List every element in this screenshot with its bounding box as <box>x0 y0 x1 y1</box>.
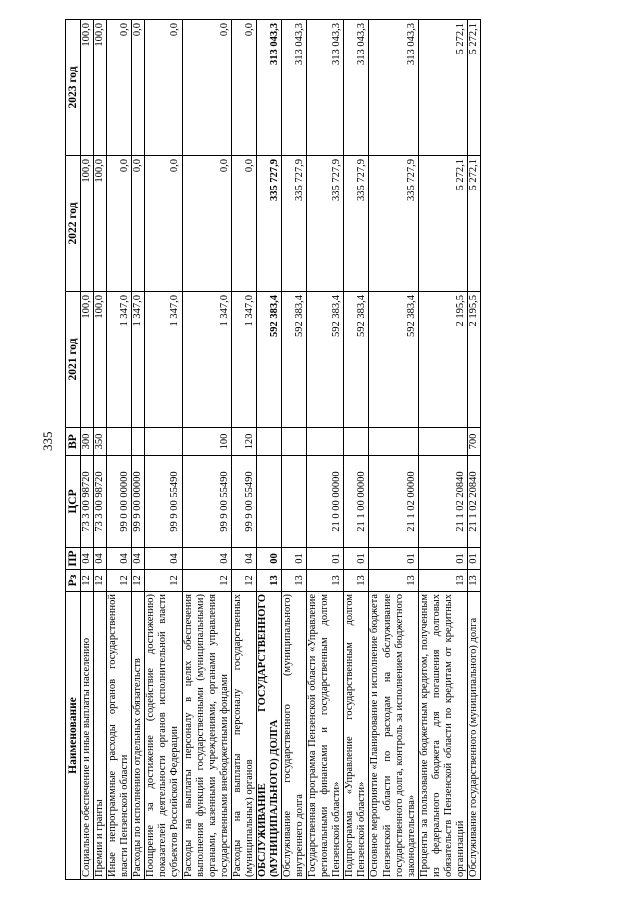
cell-vr <box>256 428 281 456</box>
cell-pr: 01 <box>282 548 307 570</box>
cell-y2023: 313 043,3 <box>344 20 369 156</box>
cell-rz: 13 <box>256 570 281 592</box>
cell-y2022: 0,0 <box>231 156 256 292</box>
table-row <box>107 20 132 880</box>
cell-pr: 01 <box>467 548 480 570</box>
cell-pr: 04 <box>145 548 182 570</box>
cell-y2023: 0,0 <box>107 20 132 156</box>
cell-y2023: 0,0 <box>132 20 145 156</box>
cell-y2021: 1 347,0 <box>107 292 132 428</box>
cell-pr: 04 <box>132 548 145 570</box>
table-row <box>94 20 107 880</box>
cell-pr: 01 <box>418 548 467 570</box>
cell-rz: 12 <box>94 570 107 592</box>
cell-y2023: 313 043,3 <box>256 20 281 156</box>
cell-pr: 00 <box>256 548 281 570</box>
cell-csr: 21 1 02 20840 <box>467 456 480 548</box>
cell-rz: 13 <box>307 570 344 592</box>
cell-name: Подпрограмма «Управление государственным долгом Пензенской области» <box>344 592 369 880</box>
cell-rz: 12 <box>132 570 145 592</box>
cell-y2022: 5 272,1 <box>418 156 467 292</box>
cell-name: Премии и гранты <box>94 592 107 880</box>
cell-pr: 04 <box>182 548 231 570</box>
cell-name: Обслуживание государственного (муниципального) внутреннего долга <box>282 592 307 880</box>
cell-rz: 13 <box>369 570 418 592</box>
cell-y2022: 0,0 <box>107 156 132 292</box>
cell-vr: 300 <box>81 428 94 456</box>
cell-y2021: 1 347,0 <box>132 292 145 428</box>
cell-name: Расходы по исполнению отдельных обязательств <box>132 592 145 880</box>
cell-vr <box>282 428 307 456</box>
table-row <box>307 20 344 880</box>
cell-y2021: 1 347,0 <box>231 292 256 428</box>
cell-name: Основное мероприятие «Планирование и исполнение бюджета Пензенской области по расходам на обслуживание государственного долга, контроль за исполнением бюджетного законодательства» <box>369 592 418 880</box>
cell-y2022: 335 727,9 <box>307 156 344 292</box>
cell-y2023: 313 043,3 <box>282 20 307 156</box>
cell-y2022: 335 727,9 <box>256 156 281 292</box>
cell-csr: 99 9 00 55490 <box>182 456 231 548</box>
cell-rz: 12 <box>81 570 94 592</box>
cell-rz: 12 <box>107 570 132 592</box>
cell-y2023: 100,0 <box>81 20 94 156</box>
cell-name: Государственная программа Пензенской области «Управление региональными финансами и государственным долгом Пензенской области» <box>307 592 344 880</box>
cell-y2021: 592 383,4 <box>282 292 307 428</box>
cell-y2021: 592 383,4 <box>344 292 369 428</box>
cell-vr: 120 <box>231 428 256 456</box>
cell-rz: 13 <box>418 570 467 592</box>
table-row <box>369 20 418 880</box>
table-row <box>145 20 182 880</box>
cell-rz: 12 <box>231 570 256 592</box>
cell-y2022: 335 727,9 <box>369 156 418 292</box>
cell-y2023: 313 043,3 <box>369 20 418 156</box>
cell-pr: 04 <box>81 548 94 570</box>
cell-vr <box>344 428 369 456</box>
table-row <box>344 20 369 880</box>
cell-pr: 01 <box>369 548 418 570</box>
cell-pr: 01 <box>307 548 344 570</box>
cell-vr <box>107 428 132 456</box>
header-name: Наименование <box>66 592 81 880</box>
cell-y2021: 592 383,4 <box>369 292 418 428</box>
cell-vr <box>418 428 467 456</box>
budget-table <box>65 19 481 880</box>
cell-y2023: 5 272,1 <box>467 20 480 156</box>
cell-y2021: 100,0 <box>81 292 94 428</box>
cell-csr: 99 9 00 55490 <box>231 456 256 548</box>
table-row <box>231 20 256 880</box>
table-row <box>418 20 467 880</box>
cell-y2023: 0,0 <box>182 20 231 156</box>
cell-y2021: 2 195,5 <box>467 292 480 428</box>
cell-y2021: 1 347,0 <box>145 292 182 428</box>
cell-name: Обслуживание государственного (муниципального) долга <box>467 592 480 880</box>
cell-vr: 350 <box>94 428 107 456</box>
cell-pr: 01 <box>344 548 369 570</box>
cell-y2022: 335 727,9 <box>282 156 307 292</box>
table-row <box>282 20 307 880</box>
cell-y2023: 0,0 <box>145 20 182 156</box>
table-row <box>132 20 145 880</box>
cell-pr: 04 <box>107 548 132 570</box>
cell-name: Расходы на выплаты персоналу в целях обеспечения выполнения функций государственными (муниципальными) органами, казенными учреждениями, органами управления государственными внебюджетными фондами <box>182 592 231 880</box>
header-2021: 2021 год <box>66 292 81 428</box>
cell-y2021: 2 195,5 <box>418 292 467 428</box>
cell-csr: 99 9 00 55490 <box>145 456 182 548</box>
cell-y2022: 0,0 <box>132 156 145 292</box>
cell-y2021: 592 383,4 <box>256 292 281 428</box>
cell-y2023: 100,0 <box>94 20 107 156</box>
cell-csr: 73 3 00 98720 <box>94 456 107 548</box>
cell-name: Расходы на выплаты персоналу государственных (муниципальных) органов <box>231 592 256 880</box>
cell-y2023: 5 272,1 <box>418 20 467 156</box>
table-body <box>81 20 481 880</box>
cell-y2022: 100,0 <box>94 156 107 292</box>
cell-rz: 13 <box>282 570 307 592</box>
cell-name: Проценты за пользование бюджетным кредитом, полученным из федерального бюджета для погашения долговых обязательств Пензенской области по кредитам от кредитных организаций <box>418 592 467 880</box>
cell-y2022: 100,0 <box>81 156 94 292</box>
cell-csr: 21 1 02 20840 <box>418 456 467 548</box>
header-2022: 2022 год <box>66 156 81 292</box>
cell-y2022: 0,0 <box>182 156 231 292</box>
cell-csr: 73 3 00 98720 <box>81 456 94 548</box>
cell-y2022: 0,0 <box>145 156 182 292</box>
cell-y2023: 313 043,3 <box>307 20 344 156</box>
cell-y2021: 1 347,0 <box>182 292 231 428</box>
cell-vr <box>369 428 418 456</box>
cell-rz: 12 <box>182 570 231 592</box>
cell-pr: 04 <box>94 548 107 570</box>
cell-name: ОБСЛУЖИВАНИЕ ГОСУДАРСТВЕННОГО (МУНИЦИПАЛЬНОГО) ДОЛГА <box>256 592 281 880</box>
cell-name: Поощрение за достижение (содействие достижению) показателей деятельности органов исполнительной власти субъектов Российской Федерации <box>145 592 182 880</box>
cell-vr: 700 <box>467 428 480 456</box>
rotated-page <box>65 20 605 880</box>
cell-csr <box>282 456 307 548</box>
cell-csr <box>256 456 281 548</box>
cell-y2023: 0,0 <box>231 20 256 156</box>
table-row <box>256 20 281 880</box>
cell-csr: 21 0 00 00000 <box>307 456 344 548</box>
page-number: 335 <box>40 431 55 451</box>
cell-name: Социальное обеспечение и иные выплаты населению <box>81 592 94 880</box>
cell-rz: 13 <box>344 570 369 592</box>
cell-vr <box>307 428 344 456</box>
header-pr: ПР <box>66 548 81 570</box>
cell-pr: 04 <box>231 548 256 570</box>
table-row <box>182 20 231 880</box>
cell-csr: 21 1 00 00000 <box>344 456 369 548</box>
cell-rz: 13 <box>467 570 480 592</box>
cell-y2021: 100,0 <box>94 292 107 428</box>
cell-vr: 100 <box>182 428 231 456</box>
cell-y2022: 5 272,1 <box>467 156 480 292</box>
cell-name: Иные непрограммные расходы органов государственной власти Пензенской области <box>107 592 132 880</box>
header-row <box>66 20 81 880</box>
cell-y2021: 592 383,4 <box>307 292 344 428</box>
header-vr: ВР <box>66 428 81 456</box>
cell-vr <box>132 428 145 456</box>
table-row <box>81 20 94 880</box>
cell-rz: 12 <box>145 570 182 592</box>
cell-y2022: 335 727,9 <box>344 156 369 292</box>
header-csr: ЦСР <box>66 456 81 548</box>
cell-csr: 99 0 00 00000 <box>107 456 132 548</box>
cell-vr <box>145 428 182 456</box>
cell-csr: 99 9 00 00000 <box>132 456 145 548</box>
header-2023: 2023 год <box>66 20 81 156</box>
header-rz: Рз <box>66 570 81 592</box>
table-row <box>467 20 480 880</box>
cell-csr: 21 1 02 00000 <box>369 456 418 548</box>
